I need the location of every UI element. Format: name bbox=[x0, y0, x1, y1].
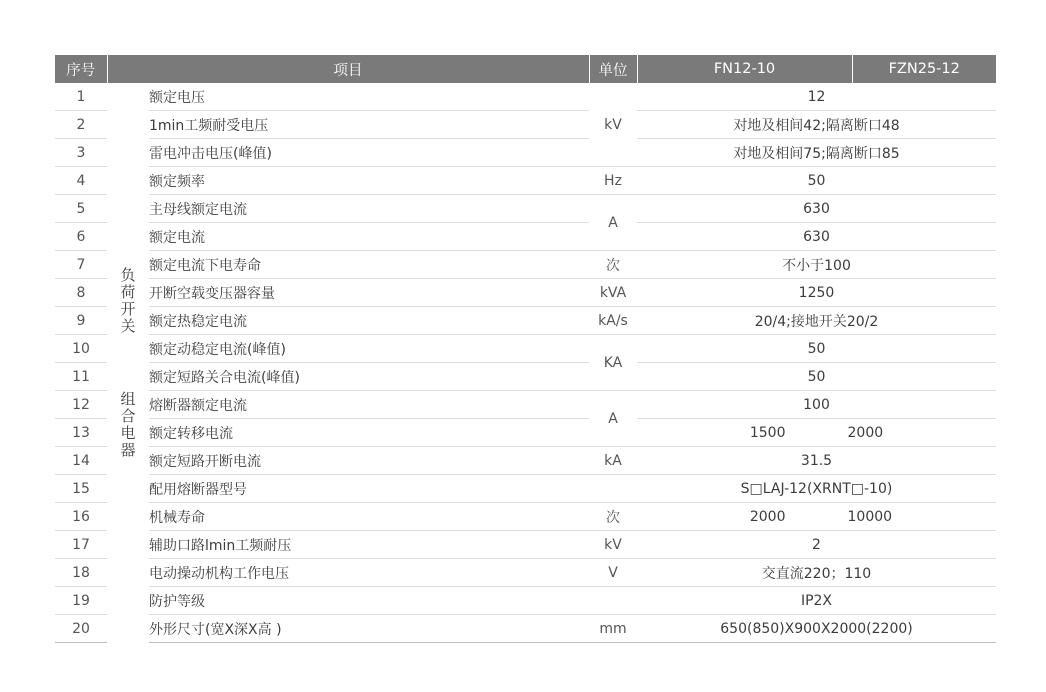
unit-cell: A bbox=[589, 391, 637, 447]
item-name: 机械寿命 bbox=[149, 503, 589, 531]
value-cell: 不小于100 bbox=[637, 251, 996, 279]
value-model-a: 2000 bbox=[749, 508, 786, 525]
value-cell: 630 bbox=[637, 223, 996, 251]
header-row bbox=[55, 55, 996, 83]
unit-cell: kV bbox=[589, 531, 637, 559]
table-row bbox=[55, 335, 996, 363]
group-cell bbox=[107, 475, 149, 503]
table-row bbox=[55, 251, 996, 279]
spec-table bbox=[55, 55, 996, 643]
table-row bbox=[55, 391, 996, 419]
item-name: 额定动稳定电流(峰值) bbox=[149, 335, 589, 363]
table-row bbox=[55, 223, 996, 251]
item-name: 电动操动机构工作电压 bbox=[149, 559, 589, 587]
unit-cell bbox=[589, 587, 637, 615]
header-unit: 单位 bbox=[589, 55, 637, 83]
value-cell: 50 bbox=[637, 167, 996, 195]
table-row bbox=[55, 587, 996, 615]
group-text: 组合电器 bbox=[120, 390, 136, 459]
item-name: 额定短路开断电流 bbox=[149, 447, 589, 475]
unit-cell: A bbox=[589, 195, 637, 251]
value-cell: 1250 bbox=[637, 279, 996, 307]
table-row bbox=[55, 447, 996, 475]
group-cell bbox=[107, 195, 149, 223]
unit-cell: 次 bbox=[589, 251, 637, 279]
unit-cell: Hz bbox=[589, 167, 637, 195]
value-cell-split bbox=[637, 503, 996, 531]
group-cell bbox=[107, 335, 149, 363]
group-label-load-switch bbox=[107, 251, 149, 335]
item-name: 额定转移电流 bbox=[149, 419, 589, 447]
table-row bbox=[55, 475, 996, 503]
group-text: 负荷开关 bbox=[120, 265, 136, 335]
group-cell bbox=[107, 139, 149, 167]
row-number: 15 bbox=[55, 475, 107, 503]
split-values bbox=[637, 425, 996, 441]
unit-cell: 次 bbox=[589, 503, 637, 531]
value-cell: 交直流220；110 bbox=[637, 559, 996, 587]
item-name: 额定电流下电寿命 bbox=[149, 251, 589, 279]
value-cell: 630 bbox=[637, 195, 996, 223]
group-cell bbox=[107, 363, 149, 391]
table-row bbox=[55, 363, 996, 391]
value-cell: 对地及相间75;隔离断口85 bbox=[637, 139, 996, 167]
table-row bbox=[55, 615, 996, 643]
item-name: 1min工频耐受电压 bbox=[149, 111, 589, 139]
row-number: 20 bbox=[55, 615, 107, 643]
row-number: 11 bbox=[55, 363, 107, 391]
unit-cell bbox=[589, 475, 637, 503]
value-cell: 31.5 bbox=[637, 447, 996, 475]
row-number: 7 bbox=[55, 251, 107, 279]
group-cell bbox=[107, 111, 149, 139]
header-no: 序号 bbox=[55, 55, 107, 83]
item-name: 熔断器额定电流 bbox=[149, 391, 589, 419]
item-name: 辅助口路lmin工频耐压 bbox=[149, 531, 589, 559]
group-cell bbox=[107, 615, 149, 643]
table-row bbox=[55, 195, 996, 223]
table-row bbox=[55, 559, 996, 587]
header-item: 项目 bbox=[107, 55, 589, 83]
group-cell bbox=[107, 531, 149, 559]
row-number: 1 bbox=[55, 83, 107, 111]
table-row bbox=[55, 167, 996, 195]
value-cell: IP2X bbox=[637, 587, 996, 615]
header-model-b: FZN25-12 bbox=[852, 55, 996, 83]
split-values bbox=[637, 509, 996, 525]
item-name: 额定频率 bbox=[149, 167, 589, 195]
item-name: 额定电压 bbox=[149, 83, 589, 111]
item-name: 额定电流 bbox=[149, 223, 589, 251]
row-number: 19 bbox=[55, 587, 107, 615]
row-number: 13 bbox=[55, 419, 107, 447]
group-cell bbox=[107, 503, 149, 531]
unit-cell: mm bbox=[589, 615, 637, 643]
group-cell bbox=[107, 559, 149, 587]
group-cell bbox=[107, 167, 149, 195]
value-model-b: 2000 bbox=[847, 424, 884, 441]
table-row bbox=[55, 83, 996, 111]
value-cell: 2 bbox=[637, 531, 996, 559]
row-number: 12 bbox=[55, 391, 107, 419]
value-model-b: 10000 bbox=[847, 508, 893, 525]
table-row bbox=[55, 279, 996, 307]
unit-cell: kVA bbox=[589, 279, 637, 307]
row-number: 16 bbox=[55, 503, 107, 531]
unit-cell: kV bbox=[589, 83, 637, 167]
value-model-a: 1500 bbox=[749, 424, 786, 441]
value-cell: 100 bbox=[637, 391, 996, 419]
row-number: 18 bbox=[55, 559, 107, 587]
row-number: 10 bbox=[55, 335, 107, 363]
row-number: 14 bbox=[55, 447, 107, 475]
item-name: 开断空载变压器容量 bbox=[149, 279, 589, 307]
table-row bbox=[55, 503, 996, 531]
value-cell-split bbox=[637, 419, 996, 447]
row-number: 6 bbox=[55, 223, 107, 251]
item-name: 外形尺寸(宽X深X高 ) bbox=[149, 615, 589, 643]
group-label-combined bbox=[107, 391, 149, 475]
table-row bbox=[55, 139, 996, 167]
unit-cell: kA/s bbox=[589, 307, 637, 335]
item-name: 主母线额定电流 bbox=[149, 195, 589, 223]
group-cell bbox=[107, 83, 149, 111]
item-name: 防护等级 bbox=[149, 587, 589, 615]
header-model-a: FN12-10 bbox=[637, 55, 852, 83]
table-row bbox=[55, 531, 996, 559]
row-number: 8 bbox=[55, 279, 107, 307]
item-name: 配用熔断器型号 bbox=[149, 475, 589, 503]
value-cell: 50 bbox=[637, 335, 996, 363]
value-cell: S□LAJ-12(XRNT□-10) bbox=[637, 475, 996, 503]
value-cell: 对地及相间42;隔离断口48 bbox=[637, 111, 996, 139]
row-number: 3 bbox=[55, 139, 107, 167]
row-number: 17 bbox=[55, 531, 107, 559]
table-row bbox=[55, 307, 996, 335]
unit-cell: V bbox=[589, 559, 637, 587]
value-cell: 12 bbox=[637, 83, 996, 111]
unit-cell: kA bbox=[589, 447, 637, 475]
unit-cell: KA bbox=[589, 335, 637, 391]
value-cell: 20/4;接地开关20/2 bbox=[637, 307, 996, 335]
item-name: 额定短路关合电流(峰值) bbox=[149, 363, 589, 391]
group-cell bbox=[107, 587, 149, 615]
item-name: 额定热稳定电流 bbox=[149, 307, 589, 335]
group-cell bbox=[107, 223, 149, 251]
table-row bbox=[55, 111, 996, 139]
table-row bbox=[55, 419, 996, 447]
value-cell: 650(850)X900X2000(2200) bbox=[637, 615, 996, 643]
value-cell: 50 bbox=[637, 363, 996, 391]
row-number: 9 bbox=[55, 307, 107, 335]
item-name: 雷电冲击电压(峰值) bbox=[149, 139, 589, 167]
row-number: 5 bbox=[55, 195, 107, 223]
row-number: 4 bbox=[55, 167, 107, 195]
row-number: 2 bbox=[55, 111, 107, 139]
